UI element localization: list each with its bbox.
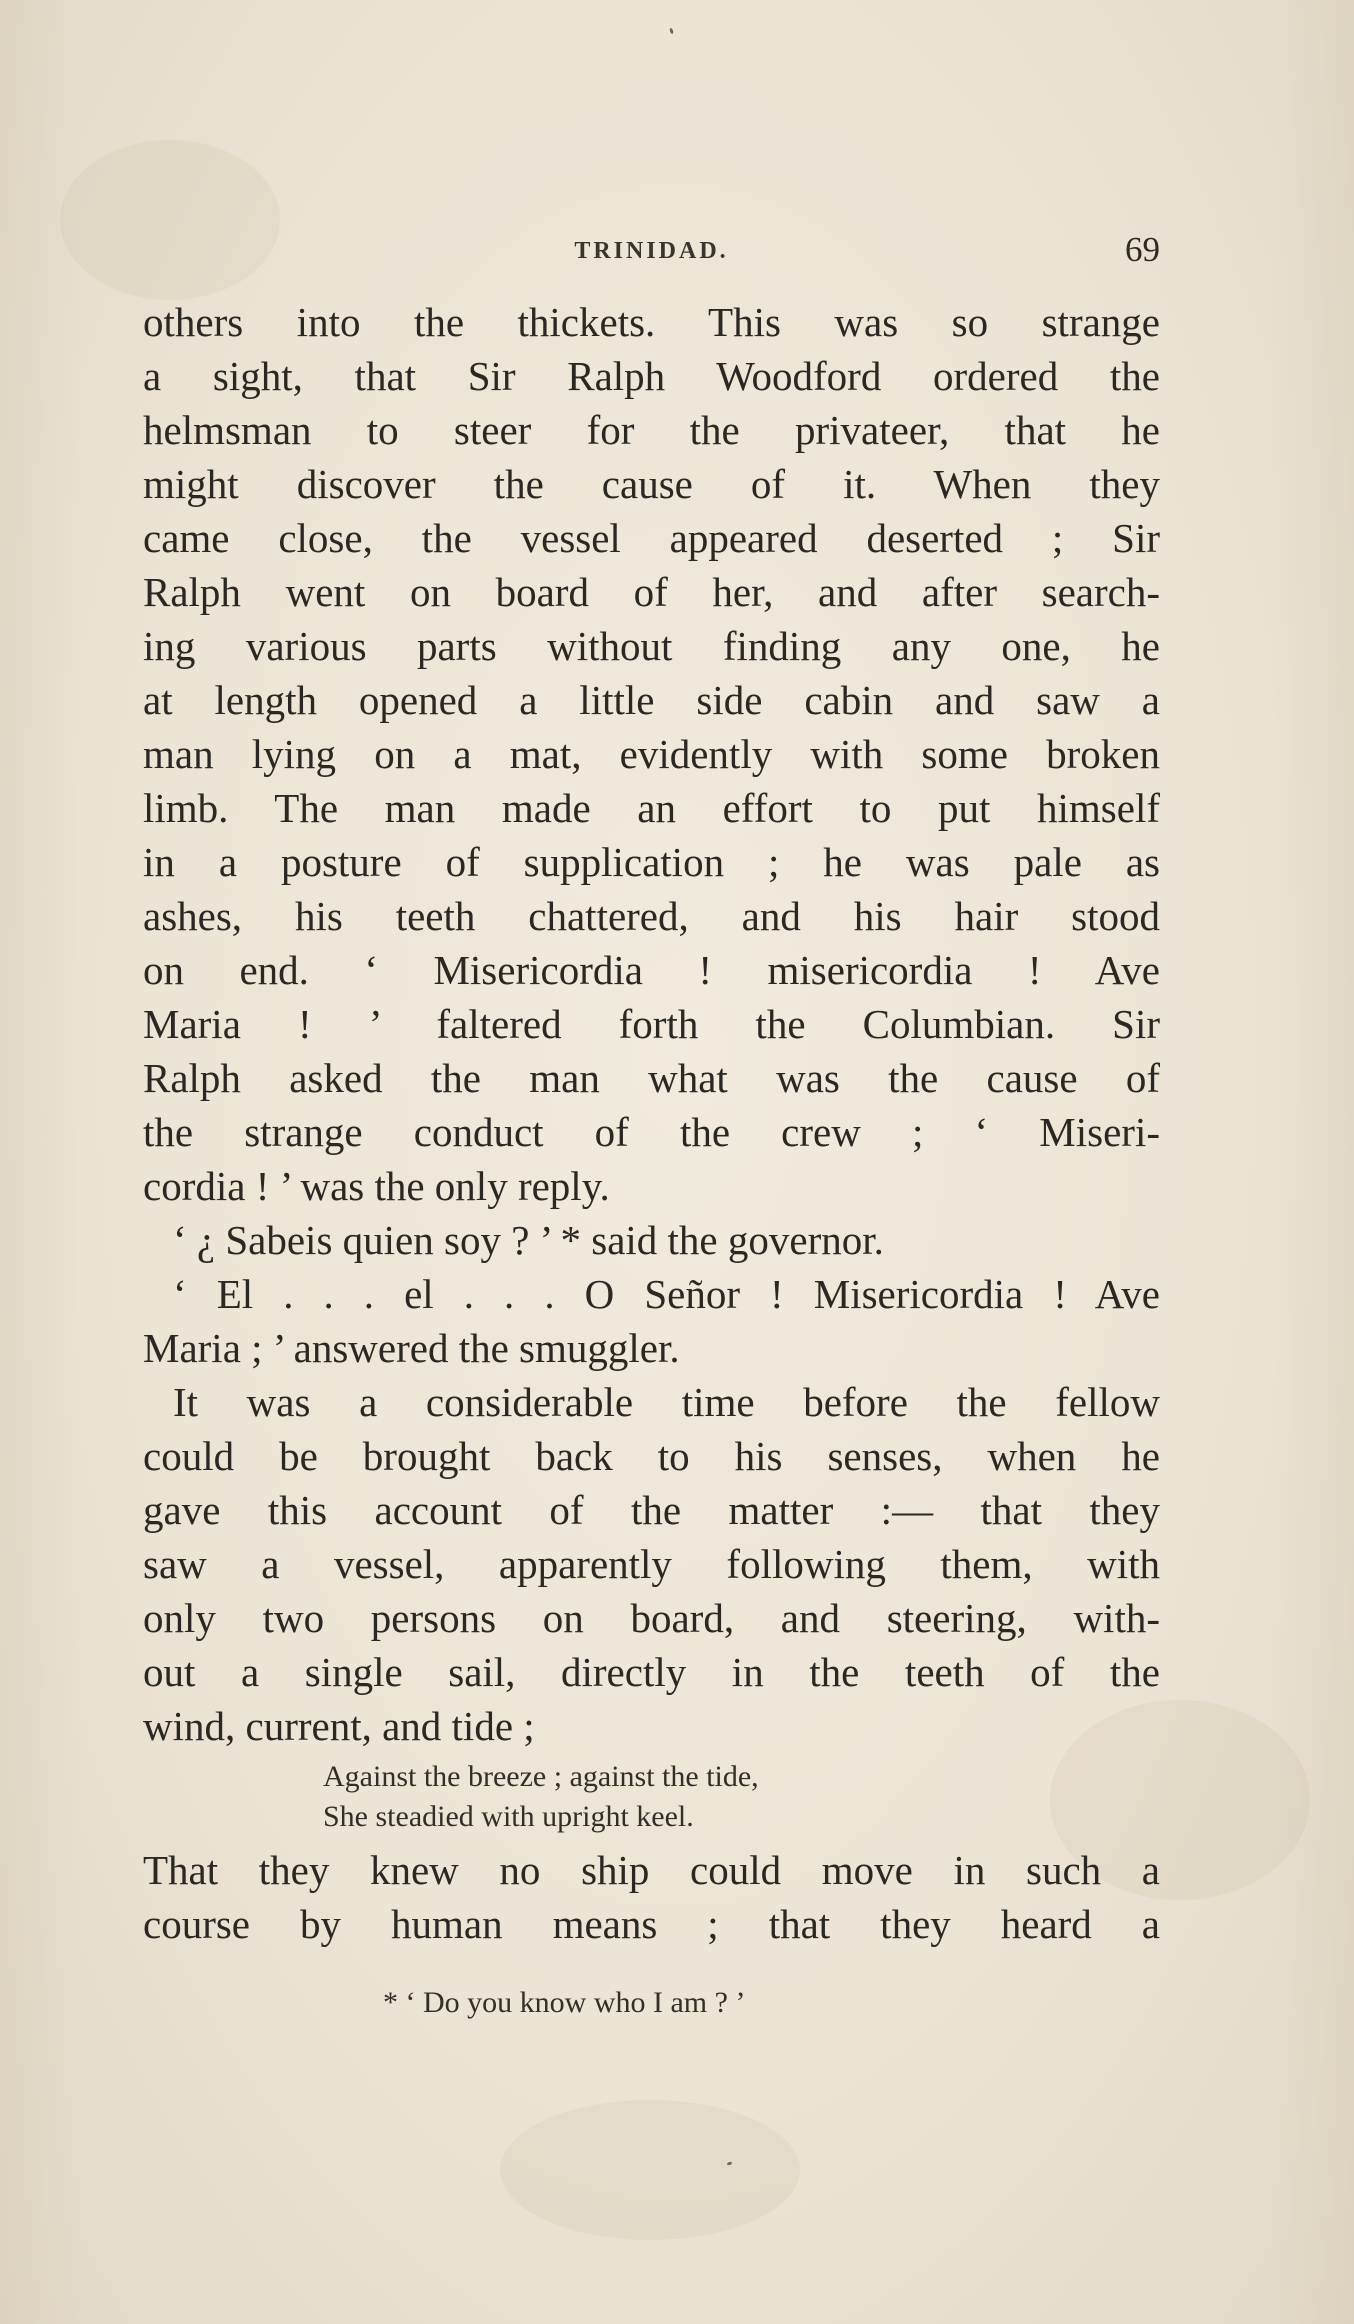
text-line: Maria ; ’ answered the smuggler.: [143, 1325, 680, 1371]
text-line: ‘ ¿ Sabeis quien soy ? ’ * said the governor.: [173, 1217, 884, 1263]
text-line: on end. ‘ Misericordia ! misericordia ! Ave: [143, 947, 1160, 993]
ink-speck: [669, 28, 674, 35]
text-line: at length opened a little side cabin and saw a: [143, 677, 1160, 723]
text-line: That they knew no ship could move in such a: [143, 1847, 1160, 1893]
text-line: in a posture of supplication ; he was pale as: [143, 839, 1160, 885]
text-line: man lying on a mat, evidently with some broken: [143, 731, 1160, 777]
text-line: the strange conduct of the crew ; ‘ Miseri-: [143, 1109, 1160, 1155]
page-number: 69: [1125, 230, 1160, 269]
running-title: TRINIDAD.: [574, 238, 729, 264]
text-line: cordia ! ’ was the only reply.: [143, 1163, 610, 1209]
text-line: ashes, his teeth chattered, and his hair stood: [143, 893, 1160, 939]
body-text: [143, 295, 1160, 1951]
text-line: Maria ! ’ faltered forth the Columbian. Sir: [143, 1001, 1160, 1047]
text-line: gave this account of the matter :— that they: [143, 1487, 1160, 1533]
text-line: wind, current, and tide ;: [143, 1703, 535, 1749]
text-line: helmsman to steer for the privateer, that he: [143, 407, 1160, 453]
page-header: [143, 218, 1160, 278]
text-line: came close, the vessel appeared deserted ; Sir: [143, 515, 1160, 561]
text-line: could be brought back to his senses, when he: [143, 1433, 1160, 1479]
verse-line: Against the breeze ; against the tide,: [323, 1760, 759, 1793]
verse-line: She steadied with upright keel.: [323, 1800, 694, 1833]
text-line: others into the thickets. This was so strange: [143, 299, 1160, 345]
text-line: a sight, that Sir Ralph Woodford ordered the: [143, 353, 1160, 399]
paper-stain: [500, 2100, 800, 2240]
text-line: ‘ El . . . el . . . O Señor ! Misericordia ! Ave: [173, 1271, 1160, 1317]
footnote: * ‘ Do you know who I am ? ’: [383, 1986, 746, 2019]
text-line: saw a vessel, apparently following them, with: [143, 1541, 1160, 1587]
text-line: out a single sail, directly in the teeth of the: [143, 1649, 1160, 1695]
text-line: Ralph went on board of her, and after search-: [143, 569, 1160, 615]
text-line: only two persons on board, and steering, with-: [143, 1595, 1160, 1641]
text-line: ing various parts without finding any one, he: [143, 623, 1160, 669]
text-line: course by human means ; that they heard a: [143, 1901, 1160, 1947]
text-line: might discover the cause of it. When they: [143, 461, 1160, 507]
text-line: Ralph asked the man what was the cause of: [143, 1055, 1160, 1101]
text-line: limb. The man made an effort to put himself: [143, 785, 1160, 831]
verse-quotation: [143, 1753, 1160, 1843]
text-line: It was a considerable time before the fellow: [173, 1379, 1160, 1425]
